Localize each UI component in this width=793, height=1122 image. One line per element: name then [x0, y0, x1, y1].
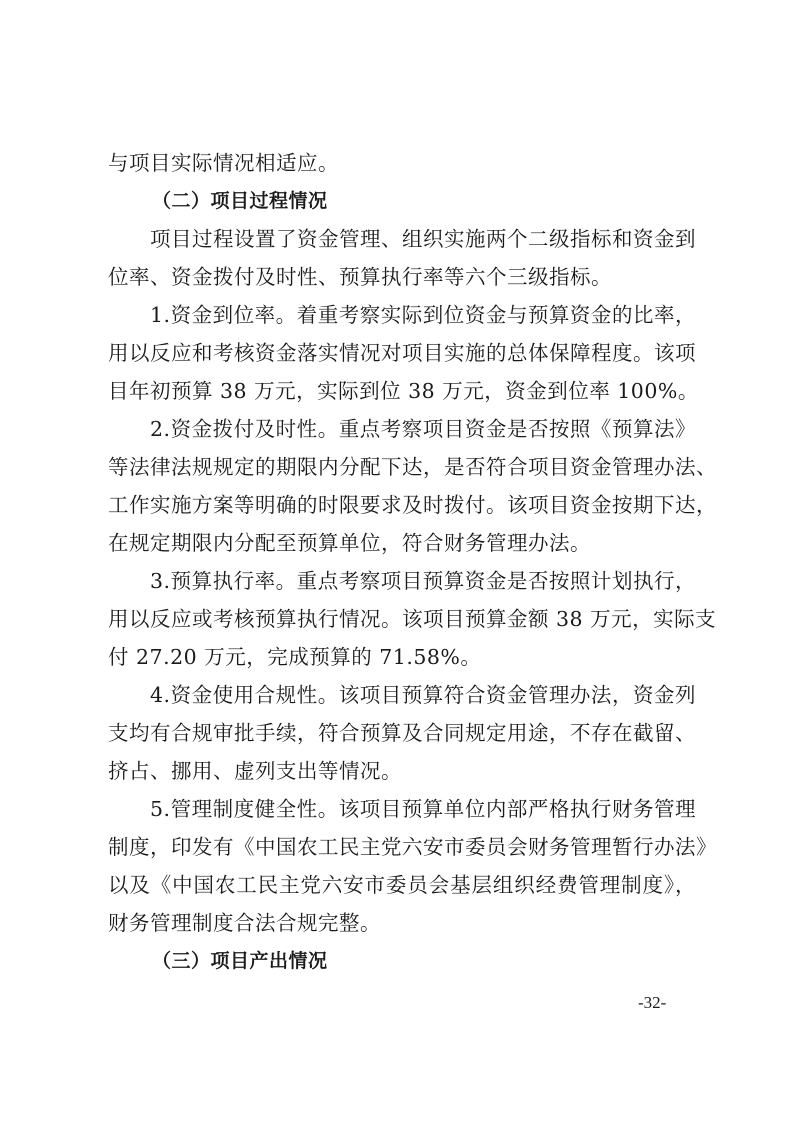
- paragraph-line: 位率、资金拨付及时性、预算执行率等六个三级指标。: [108, 265, 612, 289]
- paragraph-line: 以及《中国农工民主党六安市委员会基层组织经费管理制度》，: [108, 873, 696, 897]
- section-heading: （三）项目产出情况: [152, 950, 328, 972]
- paragraph-line: 财务管理制度合法合规完整。: [108, 911, 381, 935]
- paragraph-line: 与项目实际情况相适应。: [108, 151, 339, 175]
- paragraph-line: 用以反应和考核资金落实情况对项目实施的总体保障程度。该项: [108, 341, 696, 365]
- paragraph-line: 2.资金拨付及时性。重点考察项目资金是否按照《预算法》: [150, 417, 696, 441]
- paragraph-line: 项目过程设置了资金管理、组织实施两个二级指标和资金到: [150, 227, 696, 251]
- document-body: [108, 150, 717, 974]
- paragraph-line: 4.资金使用合规性。该项目预算符合资金管理办法，资金列: [150, 683, 696, 707]
- paragraph-line: 用以反应或考核预算执行情况。该项目预算金额 38 万元，实际支: [108, 607, 717, 631]
- paragraph-line: 5.管理制度健全性。该项目预算单位内部严格执行财务管理: [150, 797, 696, 821]
- section-heading: （二）项目过程情况: [152, 190, 328, 212]
- paragraph-line: 付 27.20 万元，完成预算的 71.58%。: [108, 645, 482, 669]
- paragraph-line: 在规定期限内分配至预算单位，符合财务管理办法。: [108, 531, 591, 555]
- paragraph-line: 目年初预算 38 万元，实际到位 38 万元，资金到位率 100%。: [108, 379, 699, 403]
- paragraph-line: 3.预算执行率。重点考察项目预算资金是否按照计划执行，: [150, 569, 696, 593]
- paragraph-line: 挤占、挪用、虚列支出等情况。: [108, 759, 402, 783]
- paragraph-line: 工作实施方案等明确的时限要求及时拨付。该项目资金按期下达，: [108, 493, 717, 517]
- page-number: -32-: [638, 993, 667, 1012]
- paragraph-line: 等法律法规规定的期限内分配下达，是否符合项目资金管理办法、: [108, 455, 717, 479]
- paragraph-line: 制度，印发有《中国农工民主党六安市委员会财务管理暂行办法》: [108, 835, 717, 859]
- paragraph-line: 支均有合规审批手续，符合预算及合同规定用途，不存在截留、: [108, 721, 696, 745]
- paragraph-line: 1.资金到位率。着重考察实际到位资金与预算资金的比率，: [150, 303, 696, 327]
